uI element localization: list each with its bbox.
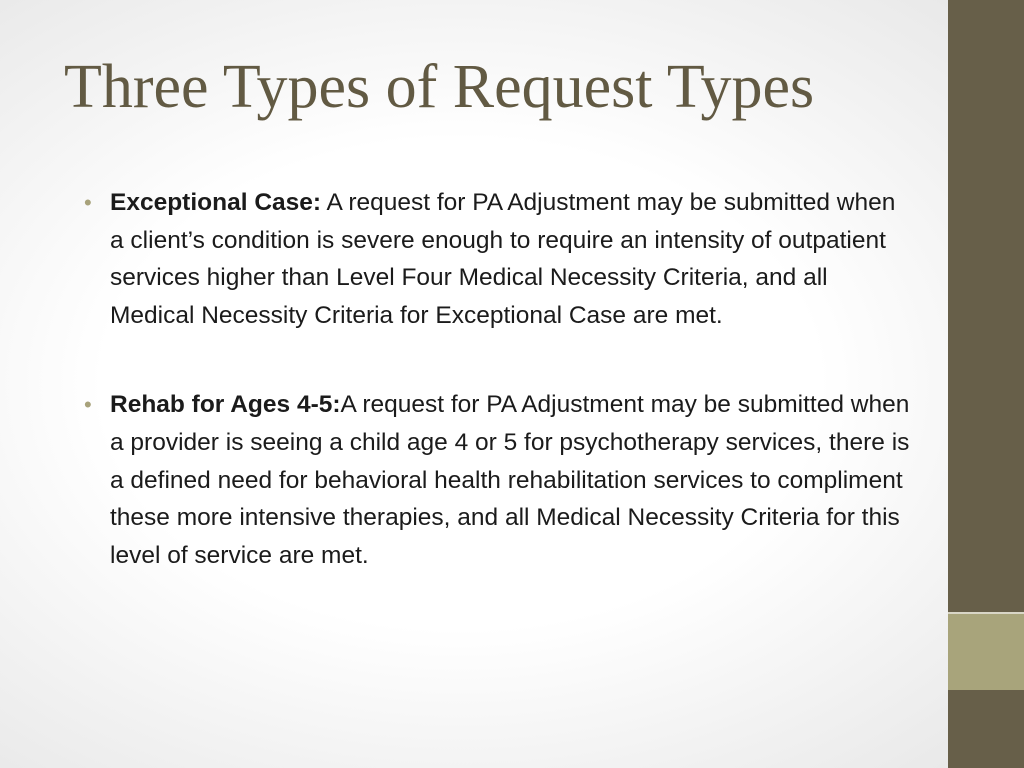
slide-title: Three Types of Request Types: [64, 53, 815, 121]
bullet-item-rehab-ages: [82, 386, 912, 574]
bullet-heading: Rehab for Ages 4-5:: [110, 391, 341, 419]
bullet-dot-icon: •: [84, 190, 92, 215]
bullet-heading: Exceptional Case:: [110, 189, 322, 216]
bullet-text: A request for PA Adjustment may be submitted when a client’s condition is severe enough to require an intensity of outpatient services higher than Level Four Medical Necessity Criteria, and all Medical Necessity Criteria for Exceptional Case are met.: [110, 189, 896, 329]
sidebar-dark-block-bottom: [948, 690, 1024, 768]
bullet-dot-icon: •: [84, 392, 92, 418]
sidebar-dark-block: [948, 0, 1024, 614]
sidebar-accent-block: [948, 614, 1024, 690]
slide-body: [82, 184, 912, 626]
decorative-sidebar: [948, 0, 1024, 768]
bullet-text: A request for PA Adjustment may be submitted when a provider is seeing a child age 4 or 5 for psychotherapy services, there is a defined need for behavioral health rehabilitation services to compliment these more intensive therapies, and all Medical Necessity Criteria for this level of service are met.: [110, 391, 910, 569]
bullet-item-exceptional-case: [82, 184, 912, 334]
